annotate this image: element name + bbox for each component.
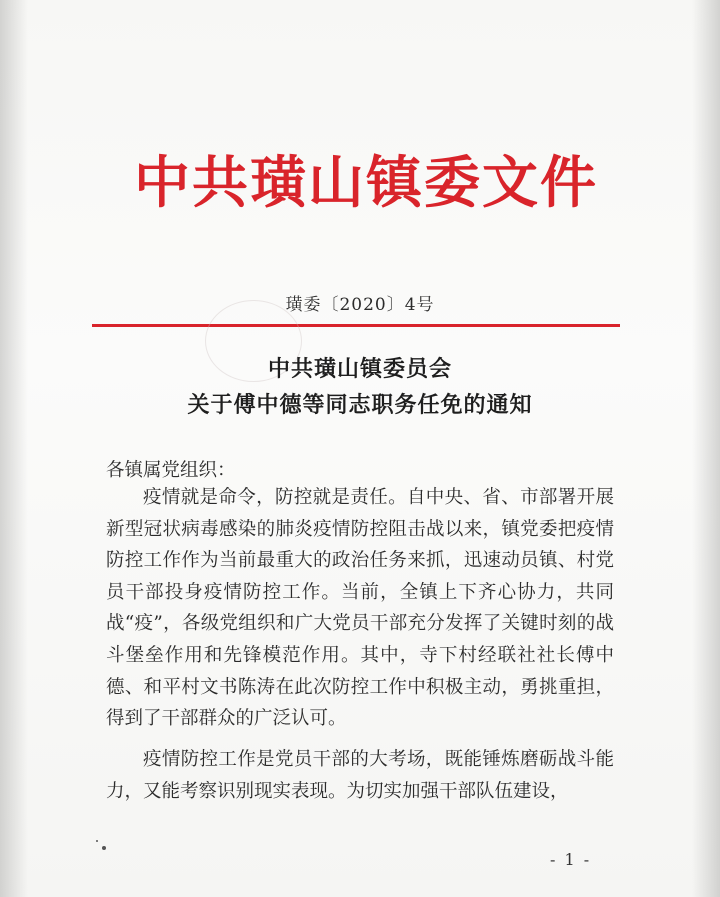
body-paragraph-2: 疫情防控工作是党员干部的大考场，既能锤炼磨砺战斗能力，又能考察识别现实表现。为切实加强干部队伍建设， bbox=[106, 749, 614, 802]
scan-speck bbox=[96, 840, 98, 842]
scan-speck bbox=[102, 846, 106, 850]
document-header-title: 中共璜山镇委文件 bbox=[134, 150, 598, 216]
page-edge-shadow-right bbox=[692, 0, 720, 897]
page-number: - 1 - bbox=[550, 850, 592, 869]
salutation: 各镇属党组织： bbox=[106, 460, 236, 481]
body-paragraph-1: 疫情就是命令，防控就是责任。自中央、省、市部署开展新型冠状病毒感染的肺炎疫情防控阻击战以来，镇党委把疫情防控工作作为当前最重大的政治任务来抓，迅速动员镇、村党员干部投身疫情防控工作。当前，全镇上下齐心协力，共同战“疫”，各级党组织和广大党员干部充分发挥了关键时刻的战斗堡垒作用和先锋模范作用。其中，寺下村经联社社长傅中德、和平村文书陈涛在此次防控工作中积极主动，勇挑重担，得到了干部群众的广泛认可。 bbox=[106, 487, 614, 730]
red-separator-line bbox=[92, 324, 620, 327]
document-number: 璜委〔2020〕4号 bbox=[285, 295, 435, 315]
subject-title-line1: 中共璜山镇委员会 bbox=[267, 356, 452, 382]
subject-title-line2: 关于傅中德等同志职务任免的通知 bbox=[187, 392, 533, 418]
page-edge-shadow-left bbox=[0, 0, 28, 897]
